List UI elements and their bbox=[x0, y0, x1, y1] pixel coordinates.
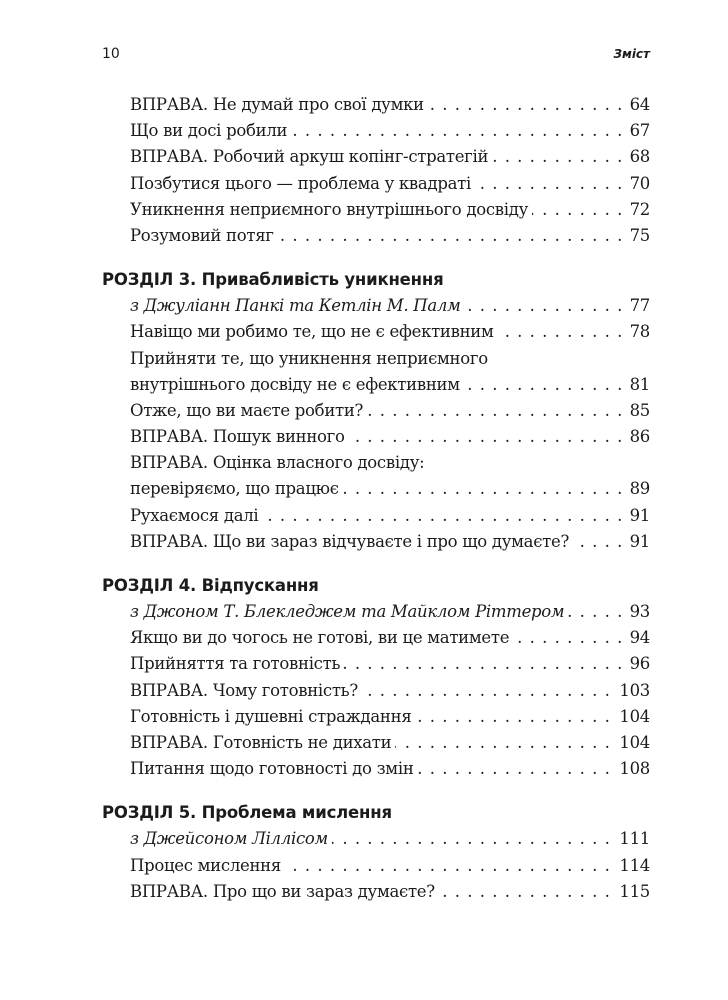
page-header bbox=[102, 46, 650, 62]
entry-title: з Джоном Т. Блекледжем та Майклом Ріттером bbox=[130, 602, 568, 621]
entry-title: ВПРАВА. Пошук винного bbox=[130, 427, 349, 446]
entry-page-number: 93 bbox=[626, 599, 650, 625]
toc-entry-line bbox=[130, 450, 650, 476]
entry-title: перевіряємо, що працює bbox=[130, 479, 343, 498]
entry-title: ВПРАВА. Робочий аркуш копінг-стратегій bbox=[130, 147, 492, 166]
entry-title: ВПРАВА. Готовність не дихати bbox=[130, 733, 395, 752]
entry-title: ВПРАВА. Про що ви зараз думаєте? bbox=[130, 882, 439, 901]
entry-page-number: 104 bbox=[615, 730, 650, 756]
toc-section bbox=[102, 92, 650, 249]
entry-title: Навіщо ми робимо те, що не є ефективним bbox=[130, 322, 498, 341]
toc-entry bbox=[130, 398, 650, 424]
toc-entry bbox=[130, 625, 650, 651]
page-number: 10 bbox=[102, 46, 120, 62]
toc-entry bbox=[130, 879, 650, 905]
chapter-heading: РОЗДІЛ 4. Відпускання bbox=[102, 576, 319, 595]
chapter-heading: РОЗДІЛ 5. Проблема мислення bbox=[102, 803, 392, 823]
entry-page-number: 91 bbox=[626, 503, 650, 529]
entry-title: Процес мислення bbox=[130, 856, 285, 875]
toc-entry bbox=[130, 118, 650, 144]
toc-entry bbox=[130, 826, 650, 852]
entry-title: Отже, що ви маєте робити? bbox=[130, 401, 367, 420]
entry-page-number: 114 bbox=[615, 853, 650, 879]
toc-section bbox=[102, 800, 650, 905]
entry-page-number: 75 bbox=[626, 223, 650, 249]
entry-title: з Джуліанн Панкі та Кетлін М. Палм bbox=[130, 296, 464, 315]
entry-page-number: 96 bbox=[626, 651, 650, 677]
toc-entry bbox=[130, 704, 650, 730]
entry-page-number: 103 bbox=[615, 678, 650, 704]
entry-title: Прийняття та готовність bbox=[130, 654, 344, 673]
entry-title: ВПРАВА. Що ви зараз відчуваєте і про що думаєте? bbox=[130, 532, 573, 551]
toc-entry bbox=[130, 197, 650, 223]
entry-page-number: 68 bbox=[626, 144, 650, 170]
entry-title: Розумовий потяг bbox=[130, 226, 278, 245]
chapter-heading: РОЗДІЛ 3. Привабливість уникнення bbox=[102, 270, 444, 290]
entry-page-number: 89 bbox=[626, 476, 650, 502]
toc-entry bbox=[130, 92, 650, 118]
entry-page-number: 115 bbox=[615, 879, 650, 905]
entry-title: Якщо ви до чогось не готові, ви це матимете bbox=[130, 628, 513, 647]
entry-title: ВПРАВА. Чому готовність? bbox=[130, 681, 362, 700]
running-head: Зміст bbox=[613, 47, 650, 61]
entry-title: Готовність і душевні страждання bbox=[130, 707, 415, 726]
toc-entry bbox=[130, 651, 650, 677]
toc-entry bbox=[130, 756, 650, 782]
entry-title: Позбутися цього — проблема у квадраті bbox=[130, 174, 475, 193]
entry-page-number: 72 bbox=[626, 197, 650, 223]
entry-page-number: 111 bbox=[615, 826, 650, 852]
entry-title: внутрішнього досвіду не є ефективним bbox=[130, 375, 464, 394]
entry-title: ВПРАВА. Оцінка власного досвіду: bbox=[130, 453, 425, 473]
entry-page-number: 108 bbox=[615, 756, 650, 782]
table-of-contents bbox=[102, 92, 650, 923]
entry-page-number: 86 bbox=[626, 424, 650, 450]
entry-page-number: 64 bbox=[626, 92, 650, 118]
entry-title: Прийняти те, що уникнення неприємного bbox=[130, 348, 488, 368]
toc-entry bbox=[130, 476, 650, 502]
entry-page-number: 94 bbox=[626, 625, 650, 651]
entry-page-number: 104 bbox=[615, 704, 650, 730]
toc-entry bbox=[130, 144, 650, 170]
entry-page-number: 77 bbox=[626, 293, 650, 319]
toc-entry bbox=[130, 372, 650, 398]
toc-section bbox=[102, 573, 650, 782]
entry-page-number: 91 bbox=[626, 529, 650, 555]
toc-entry bbox=[130, 424, 650, 450]
entry-page-number: 85 bbox=[626, 398, 650, 424]
entry-title: Рухаємося далі bbox=[130, 506, 262, 525]
toc-entry bbox=[130, 678, 650, 704]
toc-entry bbox=[130, 599, 650, 625]
toc-entry bbox=[130, 319, 650, 345]
entry-page-number: 67 bbox=[626, 118, 650, 144]
entry-title: Що ви досі робили bbox=[130, 121, 291, 140]
toc-entry bbox=[130, 529, 650, 555]
entry-page-number: 70 bbox=[626, 171, 650, 197]
entry-title: з Джейсоном Ліллісом bbox=[130, 829, 332, 848]
toc-entry bbox=[130, 293, 650, 319]
toc-entry bbox=[130, 853, 650, 879]
entry-page-number: 81 bbox=[626, 372, 650, 398]
toc-entry bbox=[130, 730, 650, 756]
entry-title: Питання щодо готовності до змін bbox=[130, 759, 418, 778]
entry-title: ВПРАВА. Не думай про свої думки bbox=[130, 95, 428, 114]
toc-entry bbox=[130, 171, 650, 197]
entry-page-number: 78 bbox=[626, 319, 650, 345]
entry-title: Уникнення неприємного внутрішнього досвіду bbox=[130, 200, 532, 219]
toc-entry bbox=[130, 223, 650, 249]
toc-entry-line bbox=[130, 346, 650, 372]
toc-entry bbox=[130, 503, 650, 529]
toc-section bbox=[102, 267, 650, 555]
